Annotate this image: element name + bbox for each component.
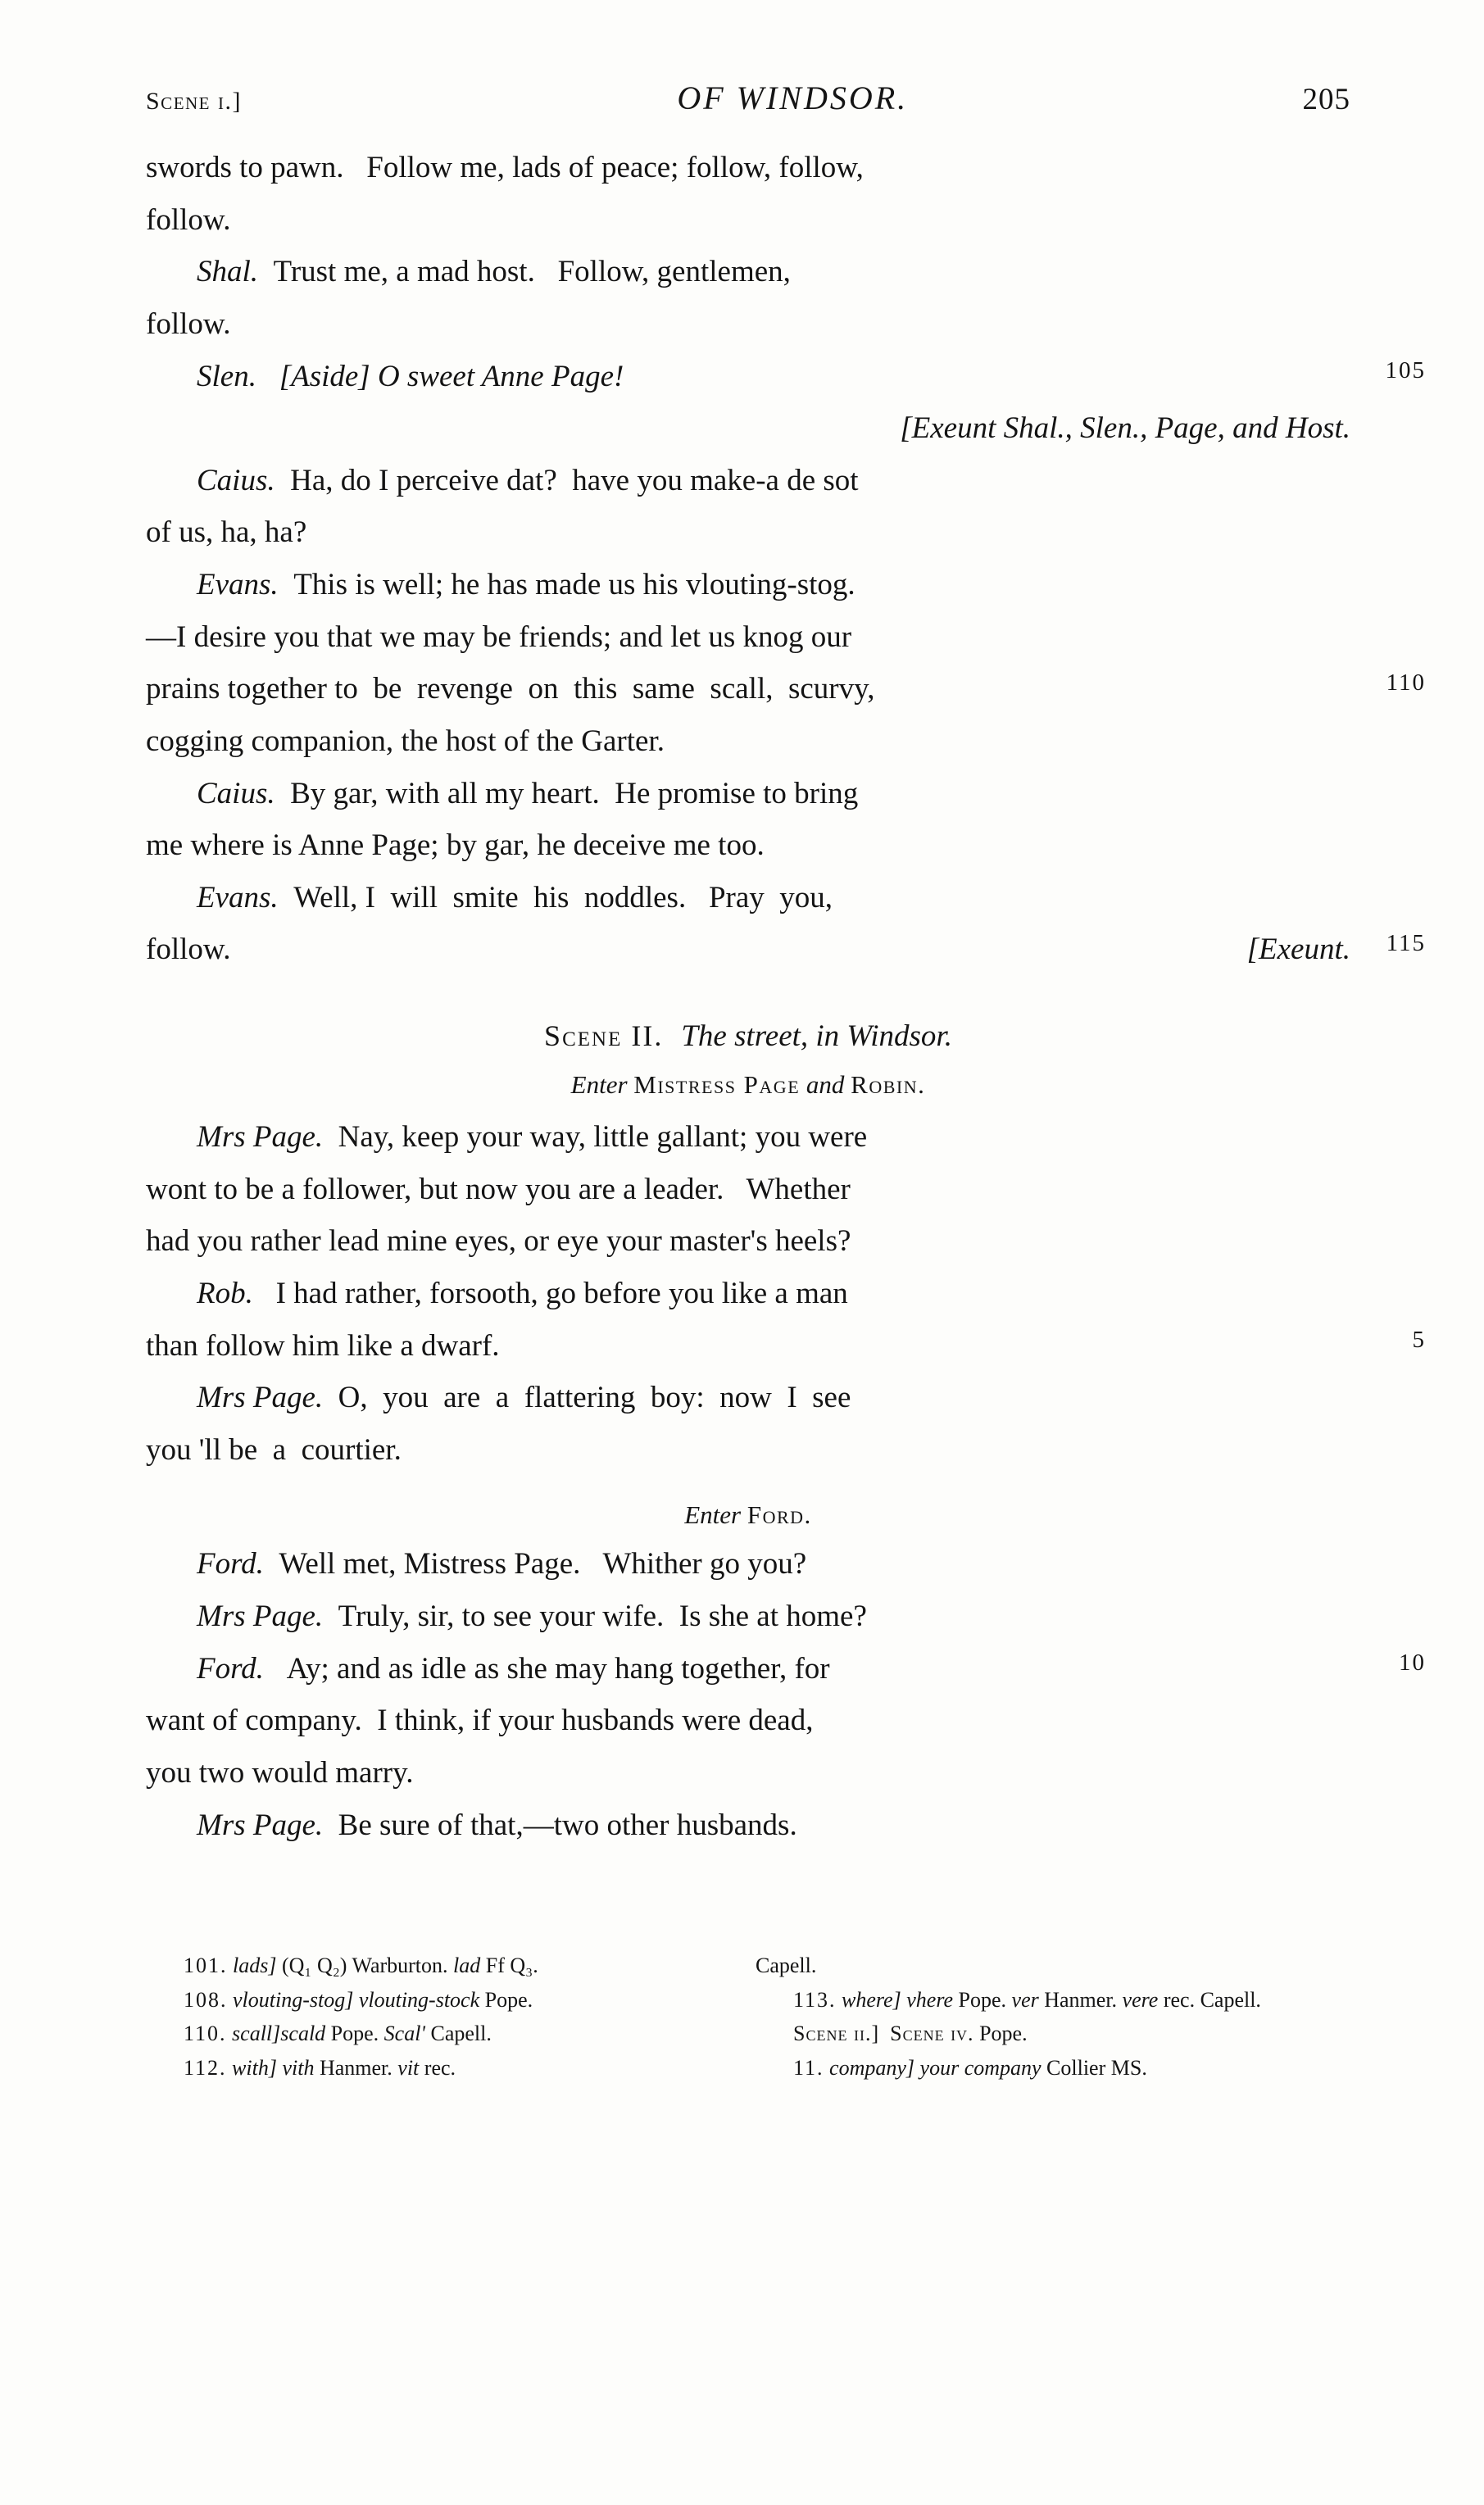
line-number: 110 xyxy=(1386,669,1426,697)
scene-location: The street, in Windsor. xyxy=(681,1019,952,1053)
text-line xyxy=(146,1111,1350,1164)
note-scene-ref: Scene ii.] xyxy=(793,2022,880,2046)
note-text-3: Hanmer. xyxy=(1038,1987,1123,2012)
speaker-label: Caius. xyxy=(197,463,275,497)
text-line xyxy=(146,1747,1350,1799)
text-line xyxy=(146,872,1350,924)
text-line xyxy=(146,506,1350,559)
note-variant-2: Scal' xyxy=(383,2022,425,2046)
text-line xyxy=(146,1164,1350,1216)
line-text: me where is Anne Page; by gar, he deceive me too. xyxy=(146,828,765,863)
note-text-2: Pope. xyxy=(479,1987,533,2012)
notes-column-right xyxy=(756,1950,1331,2087)
note-variant: vlouting-stock xyxy=(358,1987,480,2012)
line-text: [Aside] O sweet Anne Page! xyxy=(279,359,624,393)
note-variant: vhere xyxy=(906,1987,954,2012)
note-variant: lad xyxy=(453,1954,481,1977)
text-line xyxy=(146,819,1350,872)
dialogue-block-1 xyxy=(146,142,1426,976)
note-line-number: 108. xyxy=(184,1987,228,2012)
note-lemma: where] xyxy=(842,1987,901,2012)
note-variant-2: ver xyxy=(1011,1987,1039,2012)
note-lemma: vlouting-stog] xyxy=(233,1987,354,2012)
note-text-2: Pope. xyxy=(953,1987,1012,2012)
dialogue-block-2 xyxy=(146,1111,1426,1476)
text-line xyxy=(146,611,1350,664)
line-text: had you rather lead mine eyes, or eye your master's heels? xyxy=(146,1224,851,1259)
note-entry xyxy=(146,1950,721,1981)
text-line xyxy=(146,1799,1350,1852)
line-text: O, you are a flattering boy: now I see xyxy=(338,1381,851,1415)
speaker-label: Mrs Page. xyxy=(197,1120,324,1154)
line-text: Trust me, a mad host. Follow, gentlemen, xyxy=(273,255,791,289)
character-name: Mistress Page xyxy=(633,1070,801,1099)
scene-heading xyxy=(146,1019,1350,1054)
note-text-3: rec. xyxy=(419,2056,456,2081)
line-text: cogging companion, the host of the Garter. xyxy=(146,724,665,758)
line-number: 10 xyxy=(1399,1649,1426,1676)
line-text: By gar, with all my heart. He promise to bring xyxy=(290,776,859,810)
text-line xyxy=(146,768,1350,820)
line-text: follow. xyxy=(146,306,231,341)
line-text: Well met, Mistress Page. Whither go you? xyxy=(279,1547,807,1582)
text-line xyxy=(146,142,1350,194)
line-text: follow. xyxy=(146,933,231,967)
enter-word: Enter xyxy=(684,1500,742,1530)
note-text-2: Pope. xyxy=(325,2022,384,2046)
text-line xyxy=(146,1424,1350,1477)
page-number: 205 xyxy=(1302,83,1350,116)
speaker-label: Evans. xyxy=(197,880,279,914)
note-lemma: scall] xyxy=(232,2022,281,2046)
speaker-label: Evans. xyxy=(197,568,279,601)
line-text: you two would marry. xyxy=(146,1755,414,1790)
text-line xyxy=(146,1591,1350,1643)
text-line xyxy=(146,663,1426,715)
note-entry xyxy=(756,1950,1331,1981)
notes-columns xyxy=(146,1950,1350,2087)
text-line xyxy=(146,559,1350,611)
running-head-title: OF WINDSOR. xyxy=(677,79,909,116)
note-lemma: with] xyxy=(232,2056,277,2081)
entrance-direction xyxy=(146,1070,1350,1100)
line-number: 105 xyxy=(1385,356,1426,383)
running-head xyxy=(146,79,1350,117)
note-variant-3: vere xyxy=(1122,1987,1159,2012)
line-text: you 'll be a courtier. xyxy=(146,1432,402,1467)
speaker-label: Ford. xyxy=(197,1547,264,1582)
line-text: Nay, keep your way, little gallant; you were xyxy=(338,1120,868,1154)
note-text-2: Pope. xyxy=(973,2022,1028,2046)
text-line xyxy=(146,298,1350,351)
note-text: (Q₁ Q₂) Warburton. xyxy=(276,1954,454,1977)
textual-notes xyxy=(146,1950,1350,2087)
character-name: Ford. xyxy=(747,1500,812,1530)
speaker-label: Mrs Page. xyxy=(197,1381,324,1415)
text-line xyxy=(146,1268,1350,1320)
text-line xyxy=(146,1695,1350,1747)
line-text: prains together to be revenge on this same scall, scurvy, xyxy=(146,672,875,706)
line-text: Truly, sir, to see your wife. Is she at home? xyxy=(338,1600,867,1633)
note-variant: scald xyxy=(280,2022,326,2046)
note-text-2: Ff Q₃. xyxy=(480,1954,538,1977)
stage-direction xyxy=(146,402,1350,455)
text-line xyxy=(146,715,1350,768)
page-content xyxy=(146,79,1426,1851)
note-text-3: Capell. xyxy=(425,2022,492,2046)
note-line-number: 113. xyxy=(793,1987,837,2012)
text-line xyxy=(146,1215,1350,1268)
speaker-label: Shal. xyxy=(197,255,259,289)
speaker-label: Mrs Page. xyxy=(197,1808,324,1842)
note-scene-variant: Scene iv. xyxy=(890,2022,974,2046)
note-line-number: 11. xyxy=(793,2056,824,2081)
line-text: [Exeunt Shal., Slen., Page, and Host. xyxy=(900,411,1350,446)
character-name: Robin. xyxy=(851,1070,926,1099)
notes-column-left xyxy=(146,1950,721,2087)
note-variant: your company xyxy=(919,2056,1042,2081)
note-line-number: 101. xyxy=(184,1954,228,1977)
speaker-label: Ford. xyxy=(197,1651,264,1686)
line-text: Well, I will smite his noddles. Pray you, xyxy=(293,880,833,914)
note-entry xyxy=(146,2053,721,2084)
text-line xyxy=(146,1372,1350,1424)
line-text: than follow him like a dwarf. xyxy=(146,1328,500,1363)
line-text: I had rather, forsooth, go before you like a man xyxy=(275,1276,848,1310)
note-line-number: 110. xyxy=(184,2022,227,2046)
text-line xyxy=(146,923,1426,976)
note-entry xyxy=(756,1985,1331,2016)
note-entry xyxy=(756,2018,1331,2049)
entrance-direction-ford xyxy=(146,1500,1350,1530)
note-entry xyxy=(146,2018,721,2049)
line-number: 115 xyxy=(1386,930,1426,957)
line-text: Ay; and as idle as she may hang together, for xyxy=(286,1651,830,1686)
speaker-label: Rob. xyxy=(197,1276,253,1310)
scene-label: Scene II. xyxy=(544,1019,664,1052)
note-entry xyxy=(146,1985,721,2016)
note-text-2: Collier MS. xyxy=(1041,2056,1147,2081)
line-text: swords to pawn. Follow me, lads of peace; follow, follow, xyxy=(146,151,864,184)
line-text: —I desire you that we may be friends; and let us knog our xyxy=(146,619,852,654)
note-lemma: lads] xyxy=(233,1954,277,1977)
line-text: This is well; he has made us his vlouting-stog. xyxy=(293,568,855,601)
text-line xyxy=(146,1643,1426,1695)
note-lemma: company] xyxy=(829,2056,915,2081)
line-text: of us, ha, ha? xyxy=(146,515,307,550)
line-text: Be sure of that,—two other husbands. xyxy=(338,1808,797,1842)
note-variant-2: vit xyxy=(397,2056,420,2081)
speaker-label: Slen. xyxy=(197,359,256,393)
note-entry xyxy=(756,2053,1331,2084)
note-text-2: Hanmer. xyxy=(314,2056,398,2081)
note-text: Capell. xyxy=(756,1954,817,1977)
line-text: Ha, do I perceive dat? have you make-a de sot xyxy=(290,463,859,497)
note-line-number: 112. xyxy=(184,2056,227,2081)
note-text-4: rec. Capell. xyxy=(1158,1987,1261,2012)
running-head-scene: Scene i.] xyxy=(146,88,242,115)
speaker-label: Caius. xyxy=(197,776,275,810)
dialogue-block-3 xyxy=(146,1538,1426,1851)
line-text: wont to be a follower, but now you are a leader. Whether xyxy=(146,1172,851,1206)
stage-direction: [Exeunt. xyxy=(1246,933,1350,967)
and-word: and xyxy=(806,1070,845,1099)
text-line xyxy=(146,246,1350,298)
enter-word: Enter xyxy=(570,1070,628,1099)
line-text: follow. xyxy=(146,202,231,237)
text-line xyxy=(146,1538,1350,1591)
speaker-label: Mrs Page. xyxy=(197,1600,324,1633)
text-line xyxy=(146,455,1350,507)
text-line xyxy=(146,194,1350,247)
line-text: want of company. I think, if your husbands were dead, xyxy=(146,1704,814,1738)
note-variant: vith xyxy=(282,2056,315,2081)
line-number: 5 xyxy=(1412,1326,1426,1353)
text-line xyxy=(146,1320,1426,1373)
text-line xyxy=(146,351,1426,403)
